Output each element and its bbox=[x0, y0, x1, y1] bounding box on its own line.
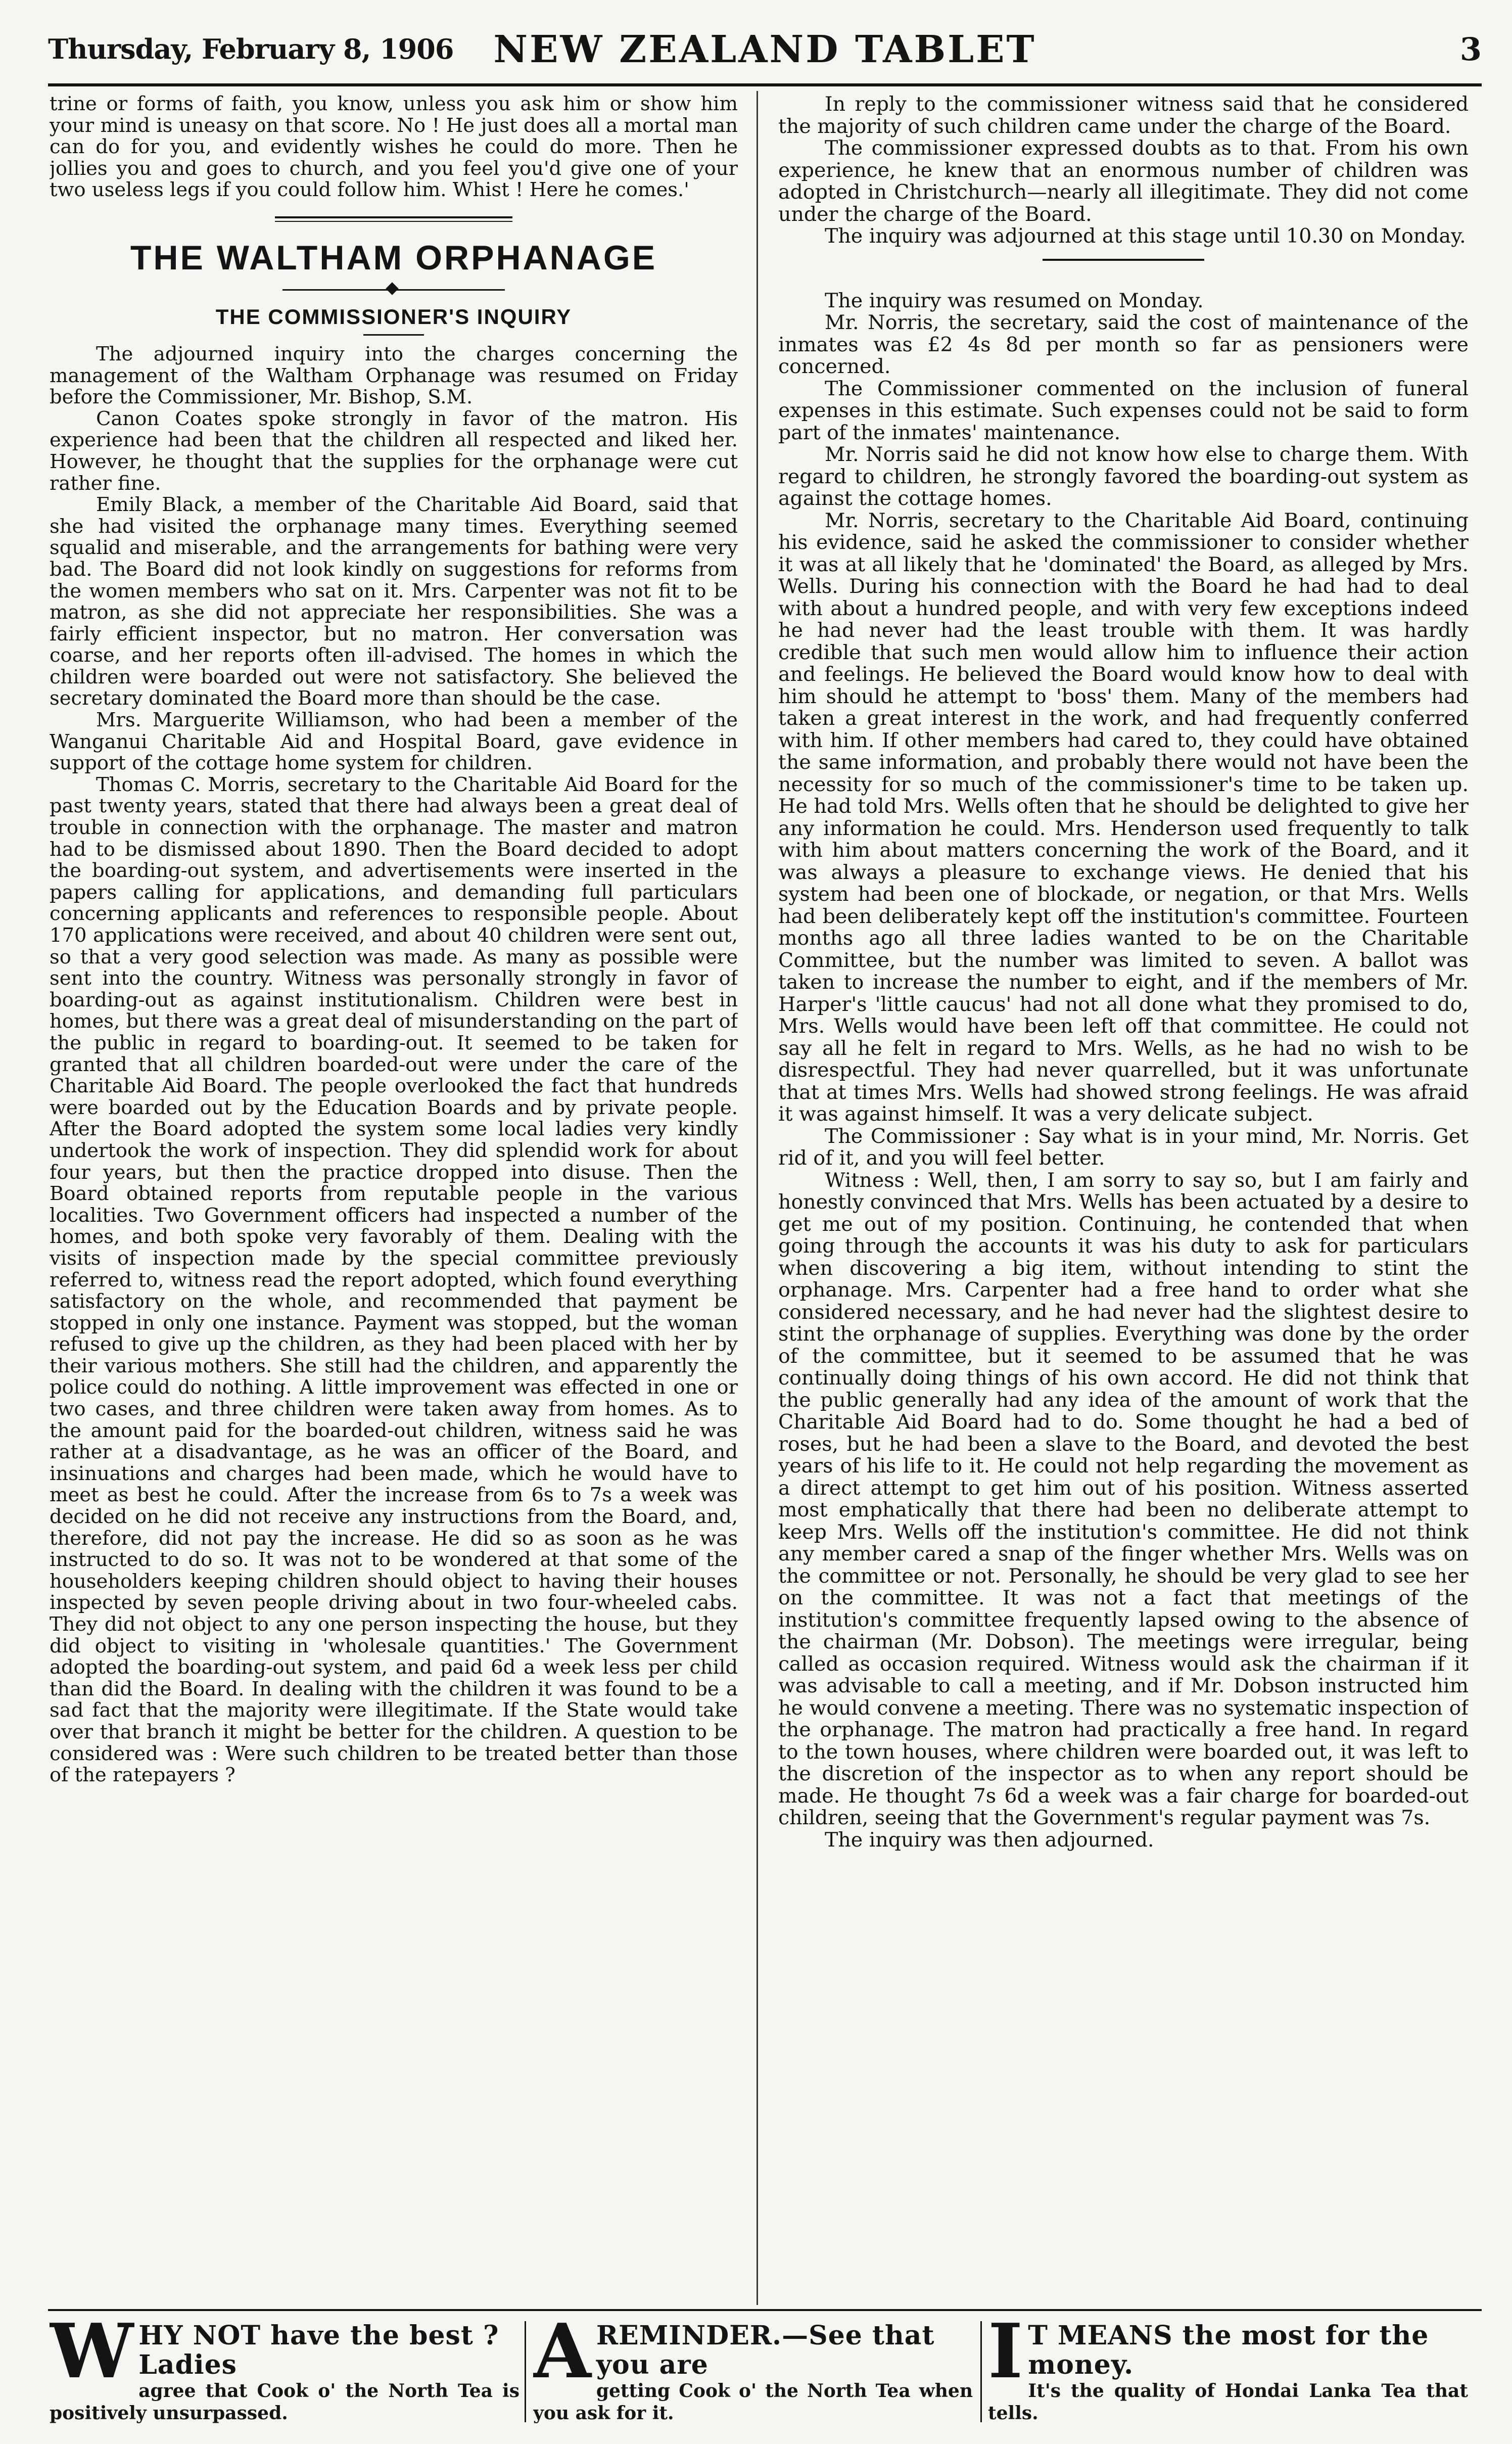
article-separator bbox=[275, 216, 512, 222]
intro-paragraph: trine or forms of faith, you know, unless you ask him or show him your mind is uneasy on that score. No ! He just does all a mortal man can do for you, and evidently wishes he could do more. Then he jollies you and goes to church, and you feel you'd give one of your two useless legs if you could follow him. Whist ! Here he comes.' bbox=[50, 94, 738, 202]
ad-body: It's the quality of Hondai Lanka Tea that tells. bbox=[988, 2380, 1468, 2424]
ad-initial: W bbox=[50, 2321, 134, 2395]
subtitle-rule bbox=[363, 334, 424, 336]
header-rule bbox=[48, 83, 1482, 86]
column-divider bbox=[757, 91, 758, 2305]
article-paragraph: Emily Black, a member of the Charitable Aid Board, said that she had visited the orphanage many times. Everything seemed squalid and miserable, and the arrangements for bathing were very bad. The Board did not look kindly on suggestions for reforms from the women members who sat on it. Mrs. Carpenter was not fit to be matron, as she did not appreciate her responsibilities. She was a fairly efficient inspector, but no matron. Her conversation was coarse, and her reports often ill-advised. The homes in which the children were boarded out were not satisfactory. She believed the secretary dominated the Board more than should be the case. bbox=[50, 493, 738, 710]
ad-divider bbox=[980, 2321, 982, 2422]
header-date: Thursday, February 8, 1906 bbox=[48, 33, 454, 65]
article-paragraph: Canon Coates spoke strongly in favor of the matron. His experience had been that the children all respected and liked her. However, he thought that the supplies for the orphanage were cut rather fine. bbox=[50, 407, 738, 495]
article-title: THE WALTHAM ORPHANAGE bbox=[130, 238, 657, 277]
article-paragraph: The inquiry was then adjourned. bbox=[825, 1828, 1154, 1852]
advertisement-it-means bbox=[988, 2321, 1468, 2430]
ad-headline: T MEANS the most for the money. bbox=[1028, 2321, 1429, 2380]
advertisement-why-not bbox=[50, 2321, 519, 2430]
article-paragraph: Mr. Norris said he did not know how else to charge them. With regard to children, he strongly favored the boarding-out system as against the cottage homes. bbox=[778, 443, 1469, 510]
article-paragraph: In reply to the commissioner witness said that he considered the majority of such children came under the charge of the Board. bbox=[778, 94, 1469, 138]
ad-divider bbox=[525, 2321, 526, 2422]
article-paragraph: The inquiry was adjourned at this stage until 10.30 on Monday. bbox=[825, 224, 1466, 248]
footer-rule bbox=[48, 2309, 1482, 2311]
ad-headline: REMINDER.—See that you are bbox=[596, 2321, 935, 2380]
article-paragraph: Mr. Norris, the secretary, said the cost of maintenance of the inmates was £2 4s 8d per month so far as pensioners were concerned. bbox=[778, 311, 1469, 378]
article-paragraph: The adjourned inquiry into the charges concerning the management of the Waltham Orphanage was resumed on Friday before the Commissioner, Mr. Bishop, S.M. bbox=[50, 342, 738, 409]
advertisement-reminder bbox=[533, 2321, 973, 2430]
article-subtitle: THE COMMISSIONER'S INQUIRY bbox=[215, 304, 572, 329]
ad-initial: A bbox=[533, 2321, 591, 2395]
right-column bbox=[778, 94, 1469, 2305]
ad-headline: HY NOT have the best ? Ladies bbox=[138, 2321, 499, 2380]
article-paragraph: The commissioner expressed doubts as to that. From his own experience, he knew that an enormous number of children was adopted in Christchurch—nearly all illegitimate. They did not come under the charge of the Board. bbox=[778, 136, 1469, 226]
ad-initial: I bbox=[988, 2321, 1023, 2395]
masthead-title: NEW ZEALAND TABLET bbox=[493, 28, 1036, 71]
ad-body: agree that Cook o' the North Tea is positively unsurpassed. bbox=[50, 2380, 519, 2424]
page-header bbox=[48, 28, 1482, 91]
section-break-rule bbox=[1043, 259, 1204, 261]
article-paragraph: The Commissioner commented on the inclusion of funeral expenses in this estimate. Such expenses could not be said to form part of the inmates' maintenance. bbox=[778, 377, 1469, 444]
title-ornament bbox=[282, 284, 505, 296]
ad-body: getting Cook o' the North Tea when you ask for it. bbox=[533, 2380, 973, 2424]
article-paragraph: Thomas C. Morris, secretary to the Charitable Aid Board for the past twenty years, stated that there had always been a great deal of trouble in connection with the orphanage. The master and matron had to be dismissed about 1890. Then the Board decided to adopt the boarding-out system, and advertisements were inserted in the papers calling for applications, and demanding full particulars concerning applicants and references to responsible people. About 170 applications were received, and about 40 children were sent out, so that a very good selection was made. As many as possible were sent into the country. Witness was personally strongly in favor of boarding-out as against institutionalism. Children were best in homes, but there was a great deal of misunderstanding on the part of the public in regard to boarding-out. It seemed to be taken for granted that all children boarded-out were under the care of the Charitable Aid Board. The people overlooked the fact that hundreds were boarded out by the Education Boards and by private people. After the Board adopted the system some local ladies very kindly undertook the work of inspection. They did splendid work for about four years, but then the practice dropped into disuse. Then the Board obtained reports from reputable people in the various localities. Two Government officers had inspected a number of the homes, and both spoke very favorably of them. Dealing with the visits of inspection made by the special committee previously referred to, witness read the report adopted, which found everything satisfactory on the whole, and recommended that payment be stopped in only one instance. Payment was stopped, but the woman refused to give up the children, as they had been placed with her by their various mothers. She still had the children, and apparently the police could do nothing. A little improvement was effected in one or two cases, and three children were taken away from homes. As to the amount paid for the boarded-out children, witness said he was rather at a disadvantage, as he was an officer of the Board, and insinuations and charges had been made, which he would have to meet as best he could. After the increase from 6s to 7s a week was decided on he did not receive any instructions from the Board, and, therefore, did not pay the increase. He did so as soon as he was instructed to do so. It was not to be wondered at that some of the householders keeping children should object to having their houses inspected by seven people driving about in two four-wheeled cabs. They did not object to any one person inspecting the house, but they did object to visiting in 'wholesale quantities.' The Government adopted the boarding-out system, and paid 6d a week less per child than did the Board. In dealing with the children it was found to be a sad fact that the majority were illegitimate. If the State would take over that branch it might be better for the children. A question to be considered was : Were such children to be treated better than those of the ratepayers ? bbox=[50, 773, 738, 1787]
article-paragraph: Mr. Norris, secretary to the Charitable Aid Board, continuing his evidence, said he asked the commissioner to consider whether it was at all likely that he 'dominated' the Board, as alleged by Mrs. Wells. During his connection with the Board he had had to deal with about a hundred people, and with very few exceptions indeed he had never had the least trouble with them. It was hardly credible that such men would allow him to influence their action and feelings. He believed the Board would know how to deal with him should he attempt to 'boss' them. Many of the members had taken a great interest in the work, and had frequently conferred with him. If other members had cared to, they could have obtained the same information, and probably there would not have been the necessity for so much of the commissioner's time to be taken up. He had told Mrs. Wells often that he should be delighted to give her any information he could. Mrs. Henderson used frequently to talk with him about matters concerning the work of the Board, and it was always a pleasure to exchange views. He denied that his system had been one of blockade, or negation, or that Mrs. Wells had been deliberately kept off the institution's committee. Fourteen months ago all three ladies wanted to be on the Charitable Committee, but the number was limited to seven. A ballot was taken to increase the number to eight, and if the members of Mr. Harper's 'little caucus' had not all done what they promised to do, Mrs. Wells would have been left off that committee. He could not say all he felt in regard to Mrs. Wells, as he had no wish to be disrespectful. They had never quarrelled, but it was unfortunate that at times Mrs. Wells had showed strong feelings. He was afraid it was against himself. It was a very delicate subject. bbox=[778, 509, 1469, 1126]
article-paragraph: The Commissioner : Say what is in your mind, Mr. Norris. Get rid of it, and you will feel better. bbox=[778, 1124, 1469, 1170]
article-paragraph: The inquiry was resumed on Monday. bbox=[825, 289, 1204, 312]
article-paragraph: Mrs. Marguerite Williamson, who had been a member of the Wanganui Charitable Aid and Hospital Board, gave evidence in support of the cottage home system for children. bbox=[50, 709, 738, 775]
page-number: 3 bbox=[1459, 31, 1482, 68]
article-paragraph: Witness : Well, then, I am sorry to say so, but I am fairly and honestly convinced that Mrs. Wells has been actuated by a desire to get me out of my position. Continuing, he contended that when going through the accounts it was his duty to ask for particulars when discovering a big item, without intending to stint the orphanage. Mrs. Carpenter had a free hand to order what she considered necessary, and he had never had the slightest desire to stint the orphanage of supplies. Everything was done by the order of the committee, but it seemed to be assumed that he was continually doing things of his own accord. He did not think that the public generally had any idea of the amount of work that the Charitable Aid Board had to do. Some thought he had a bed of roses, but he had been a slave to the Board, and devoted the best years of his life to it. He could not help regarding the movement as a direct attempt to get him out of his position. Witness asserted most emphatically that there had been no deliberate attempt to keep Mrs. Wells off the institution's committee. He did not think any member cared a snap of the finger whether Mrs. Wells was on the committee or not. Personally, he should be very glad to see her on the committee. It was not a fact that meetings of the institution's committee frequently lapsed owing to the absence of the chairman (Mr. Dobson). The meetings were irregular, being called as occasion required. Witness would ask the chairman if it was advisable to call a meeting, and if Mr. Dobson instructed him he would convene a meeting. There was no systematic inspection of the orphanage. The matron had practically a free hand. In regard to the town houses, where children were boarded out, it was left to the discretion of the inspector as to when any report should be made. He thought 7s 6d a week was a fair charge for boarded-out children, seeing that the Government's regular payment was 7s. bbox=[778, 1168, 1469, 1829]
left-column bbox=[50, 94, 738, 2305]
